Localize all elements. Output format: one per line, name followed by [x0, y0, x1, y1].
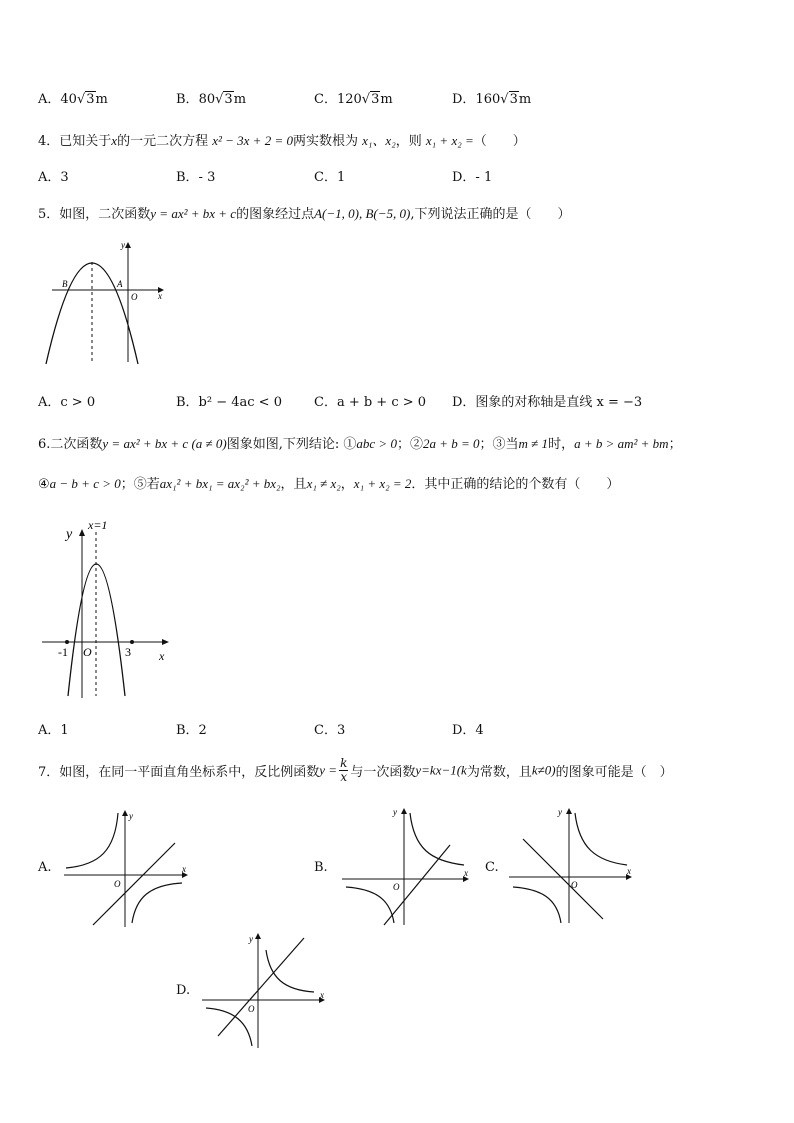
- x-axis-arrow: [162, 639, 169, 645]
- points: A(−1, 0), B(−5, 0): [314, 206, 411, 221]
- q6-stem-line1: [38, 433, 682, 452]
- x-label: x: [320, 990, 324, 1000]
- option-letter: C．: [314, 92, 337, 107]
- y-label: y: [129, 811, 133, 821]
- text: 的图象经过点: [236, 207, 315, 222]
- q4-option-a: A．3: [38, 170, 69, 185]
- y-label: y: [249, 934, 253, 944]
- text: ；②: [396, 437, 423, 452]
- text: ，: [340, 477, 354, 492]
- condition: x₁ ≠ x₂: [306, 476, 341, 491]
- option-number: 120: [336, 92, 362, 107]
- y-axis-arrow: [122, 810, 128, 816]
- hyperbola-branch-2: [513, 887, 561, 923]
- hyperbola-branch-1: [66, 813, 118, 868]
- condition: k≠0): [531, 762, 556, 778]
- conclusion-3: a + b > am² + bm: [574, 436, 669, 451]
- point-b-label: B: [62, 279, 68, 289]
- linear-function: y=kx−1(k: [415, 762, 467, 778]
- y-axis-arrow: [566, 808, 572, 814]
- math: x: [111, 133, 118, 148]
- option-letter: D．: [452, 92, 476, 107]
- origin-label: O: [571, 880, 578, 890]
- q7-graph-d: [198, 930, 333, 1055]
- conclusion-4: a − b + c > 0: [49, 476, 121, 491]
- text: ，则: [395, 134, 422, 149]
- q4-option-d: D．- 1: [452, 170, 493, 185]
- q6-option-c: C．3: [314, 723, 346, 738]
- origin-label: O: [248, 1004, 255, 1014]
- q3-option-b: B．80√3m: [176, 92, 247, 107]
- unit: m: [95, 92, 108, 107]
- q6-stem-line2: [38, 473, 619, 492]
- origin-label: O: [83, 645, 92, 659]
- q3-option-d: D．160√3m: [452, 92, 532, 107]
- fraction: [339, 757, 348, 784]
- y-axis-arrow: [255, 933, 261, 939]
- q7-option-a-letter: A.: [38, 860, 52, 875]
- text: 5．如图，二次函数: [38, 207, 151, 222]
- q6-graph: [38, 516, 178, 704]
- hyperbola-branch-1: [266, 950, 314, 992]
- hyperbola-branch-2: [346, 887, 394, 923]
- text: 两实数根为: [292, 134, 358, 149]
- numerator: k: [340, 756, 348, 770]
- unit: m: [518, 92, 532, 107]
- x-label: x: [627, 866, 631, 876]
- text: 的图象可能是（ ）: [555, 765, 673, 780]
- q7-option-b-letter: B.: [314, 860, 328, 875]
- root-3-dot: [130, 640, 134, 644]
- q7-graph-a: [60, 805, 195, 930]
- q5-graph: [40, 236, 175, 368]
- q3-option-a: A．40√3m: [38, 92, 108, 107]
- text: 7．如图，在同一平面直角坐标系中，反比例函数: [38, 765, 320, 780]
- q5-stem: [38, 203, 570, 222]
- q6-option-a: A．1: [38, 723, 69, 738]
- x-label: x: [159, 649, 165, 663]
- math: x₁ + x₂ =: [425, 133, 474, 148]
- q4-stem: [38, 130, 526, 149]
- text: ；: [668, 437, 682, 452]
- text: ；③当: [479, 437, 519, 452]
- hyperbola-branch-2: [206, 1008, 252, 1046]
- text: ,下列说法正确的是（ ）: [410, 207, 571, 222]
- tick-neg1-label: -1: [58, 645, 68, 659]
- radicand: 3: [86, 92, 95, 107]
- origin-label: O: [114, 879, 121, 889]
- answer-blank: （ ）: [473, 134, 526, 149]
- hyperbola-branch-2: [132, 883, 182, 923]
- radicand: 3: [509, 92, 518, 107]
- q5-option-b: B．b² − 4ac < 0: [176, 395, 282, 410]
- unit: m: [380, 92, 393, 107]
- y-label: y: [121, 240, 125, 250]
- hyperbola-branch-1: [410, 813, 464, 865]
- q7-option-c-letter: C.: [485, 860, 499, 875]
- y-label: y: [66, 527, 73, 542]
- option-number: 80: [198, 92, 216, 107]
- text: 图象如图,下列结论: ①: [226, 437, 357, 452]
- x-label: x: [464, 868, 468, 878]
- q3-option-c: C．120√3m: [314, 92, 393, 107]
- origin-label: O: [393, 882, 400, 892]
- text: ，且: [280, 477, 307, 492]
- q6-option-b: B．2: [176, 723, 207, 738]
- function: y = ax² + bx + c (a ≠ 0): [102, 436, 227, 451]
- radicand: 3: [224, 92, 233, 107]
- function: y = ax² + bx + c: [150, 206, 237, 221]
- option-letter: A．: [38, 92, 61, 107]
- option-letter: B．: [176, 92, 199, 107]
- denominator: x: [340, 770, 348, 784]
- q7-graph-b: [338, 803, 478, 928]
- text: 为常数，且: [466, 765, 532, 780]
- text: 的一元二次方程: [117, 134, 209, 149]
- y-axis-arrow: [79, 529, 85, 536]
- condition: m ≠ 1: [518, 436, 549, 451]
- option-number: 160: [475, 92, 501, 107]
- text: 时，: [548, 437, 575, 452]
- conclusion-1: abc > 0: [356, 436, 397, 451]
- option-number: 40: [60, 92, 77, 107]
- conclusion-5: ax₁² + bx₁ = ax₂² + bx₂: [159, 476, 281, 491]
- text: 与一次函数: [350, 765, 416, 780]
- q7-option-d-letter: D.: [176, 983, 191, 998]
- q5-option-d: D．图象的对称轴是直线 x = −3: [452, 395, 643, 410]
- origin-label: O: [131, 292, 138, 302]
- x-label: x: [158, 291, 162, 301]
- text: ；⑤若: [120, 477, 160, 492]
- radicand: 3: [371, 92, 380, 107]
- equation: x² − 3x + 2 = 0: [212, 133, 293, 148]
- q4-option-b: B．- 3: [176, 170, 216, 185]
- math: x₁、x₂: [362, 133, 396, 148]
- q7-graph-c: [505, 803, 640, 928]
- tick-3-label: 3: [125, 645, 131, 659]
- unit: m: [233, 92, 247, 107]
- root-neg1-dot: [65, 640, 69, 644]
- x-label: x: [182, 864, 186, 874]
- q6-option-d: D．4: [452, 723, 484, 738]
- axis-label: x=1: [88, 518, 108, 532]
- q7-stem: [38, 757, 673, 789]
- condition: x₁ + x₂ = 2: [353, 476, 412, 491]
- hyperbola-branch-1: [575, 813, 627, 865]
- q5-option-a: A．c > 0: [38, 395, 96, 410]
- math: y =: [319, 762, 338, 778]
- text: 6.二次函数: [38, 437, 103, 452]
- point-a-label: A: [117, 279, 123, 289]
- conclusion-2: 2a + b = 0: [422, 436, 480, 451]
- q5-option-c: C．a + b + c > 0: [314, 395, 427, 410]
- text: ④: [38, 477, 50, 492]
- q4-option-c: C．1: [314, 170, 346, 185]
- y-label: y: [558, 807, 562, 817]
- y-axis-arrow: [401, 808, 407, 814]
- text: ．其中正确的结论的个数有（ ）: [411, 477, 620, 492]
- y-axis-arrow: [125, 242, 131, 248]
- y-label: y: [393, 807, 397, 817]
- text: 4．已知关于: [38, 134, 112, 149]
